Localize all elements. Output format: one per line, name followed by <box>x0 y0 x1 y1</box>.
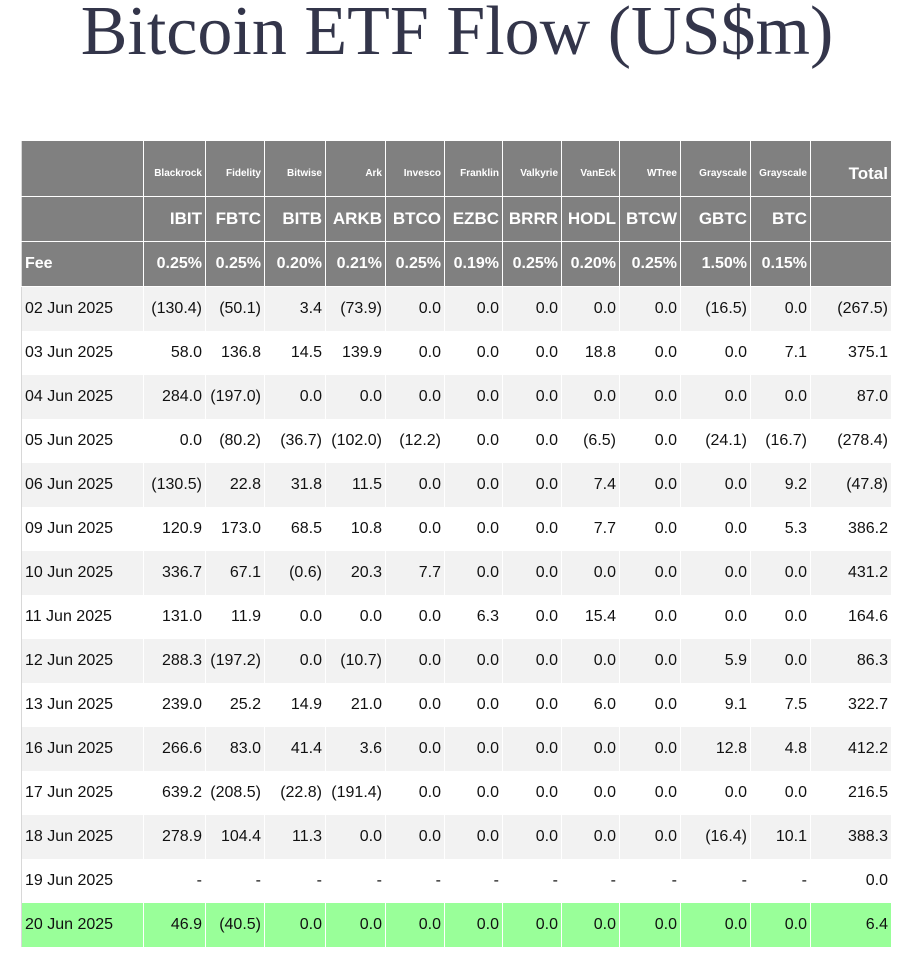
flow-cell: - <box>620 859 681 903</box>
flow-cell: 0.0 <box>326 595 386 639</box>
flow-cell: 68.5 <box>265 507 326 551</box>
table-row <box>22 595 892 639</box>
ticker-header-cell: BTCO <box>386 197 445 242</box>
total-cell: 412.2 <box>811 727 892 771</box>
flow-cell: (50.1) <box>206 287 265 332</box>
flow-cell: (208.5) <box>206 771 265 815</box>
flow-cell: 0.0 <box>386 639 445 683</box>
flow-cell: 0.0 <box>386 287 445 332</box>
provider-header-cell: Fidelity <box>206 141 265 197</box>
flow-cell: 15.4 <box>562 595 620 639</box>
total-cell: 431.2 <box>811 551 892 595</box>
flow-cell: 0.0 <box>386 375 445 419</box>
flow-cell: 20.3 <box>326 551 386 595</box>
flow-cell: 639.2 <box>144 771 206 815</box>
date-cell: 16 Jun 2025 <box>22 727 144 771</box>
flow-cell: 0.0 <box>386 595 445 639</box>
total-cell: 6.4 <box>811 903 892 947</box>
flow-cell: 0.0 <box>681 903 751 947</box>
date-cell: 02 Jun 2025 <box>22 287 144 332</box>
flow-cell: 0.0 <box>445 771 503 815</box>
flow-cell: 0.0 <box>445 551 503 595</box>
date-cell: 10 Jun 2025 <box>22 551 144 595</box>
fee-header-row <box>22 242 892 287</box>
flow-cell: (16.7) <box>751 419 811 463</box>
flow-cell: 266.6 <box>144 727 206 771</box>
flow-cell: - <box>751 859 811 903</box>
flow-cell: 0.0 <box>386 683 445 727</box>
flow-cell: 7.5 <box>751 683 811 727</box>
flow-cell: 0.0 <box>620 551 681 595</box>
flow-cell: 3.6 <box>326 727 386 771</box>
flow-cell: 0.0 <box>503 815 562 859</box>
flow-cell: - <box>326 859 386 903</box>
date-cell: 04 Jun 2025 <box>22 375 144 419</box>
fee-header-cell: 0.25% <box>386 242 445 287</box>
flow-cell: 278.9 <box>144 815 206 859</box>
flow-cell: 0.0 <box>681 551 751 595</box>
flow-cell: 0.0 <box>326 903 386 947</box>
table-row <box>22 815 892 859</box>
flow-cell: 0.0 <box>562 551 620 595</box>
flow-cell: 0.0 <box>620 595 681 639</box>
flow-cell: 0.0 <box>751 595 811 639</box>
flow-cell: (197.2) <box>206 639 265 683</box>
flow-cell: 0.0 <box>445 727 503 771</box>
flow-cell: 0.0 <box>562 727 620 771</box>
flow-cell: 0.0 <box>751 639 811 683</box>
provider-header-cell: Total <box>811 141 892 197</box>
flow-cell: - <box>265 859 326 903</box>
total-cell: 216.5 <box>811 771 892 815</box>
flow-cell: 83.0 <box>206 727 265 771</box>
ticker-header-cell: GBTC <box>681 197 751 242</box>
total-cell: 87.0 <box>811 375 892 419</box>
ticker-header-cell: IBIT <box>144 197 206 242</box>
flow-cell: 14.9 <box>265 683 326 727</box>
flow-cell: 0.0 <box>562 771 620 815</box>
flow-cell: (191.4) <box>326 771 386 815</box>
flow-cell: 0.0 <box>620 771 681 815</box>
table-row <box>22 639 892 683</box>
flow-cell: 0.0 <box>681 375 751 419</box>
fee-header-cell: 0.25% <box>503 242 562 287</box>
table-row <box>22 419 892 463</box>
flow-cell: 0.0 <box>445 683 503 727</box>
fee-header-cell: Fee <box>22 242 144 287</box>
flow-cell: 0.0 <box>265 903 326 947</box>
flow-cell: (10.7) <box>326 639 386 683</box>
flow-cell: 0.0 <box>386 463 445 507</box>
table-row <box>22 551 892 595</box>
date-cell: 03 Jun 2025 <box>22 331 144 375</box>
flow-cell: (80.2) <box>206 419 265 463</box>
fee-header-cell: 0.25% <box>144 242 206 287</box>
date-cell: 12 Jun 2025 <box>22 639 144 683</box>
flow-cell: (12.2) <box>386 419 445 463</box>
date-cell: 05 Jun 2025 <box>22 419 144 463</box>
ticker-header-cell: EZBC <box>445 197 503 242</box>
flow-cell: 0.0 <box>503 331 562 375</box>
date-cell: 18 Jun 2025 <box>22 815 144 859</box>
flow-cell: - <box>144 859 206 903</box>
flow-cell: 0.0 <box>562 903 620 947</box>
ticker-header-cell: BTC <box>751 197 811 242</box>
flow-cell: 0.0 <box>620 903 681 947</box>
flow-cell: 0.0 <box>681 507 751 551</box>
flow-cell: 0.0 <box>386 815 445 859</box>
total-cell: 322.7 <box>811 683 892 727</box>
table-row <box>22 727 892 771</box>
flow-cell: 10.1 <box>751 815 811 859</box>
flow-cell: 0.0 <box>445 375 503 419</box>
flow-cell: 0.0 <box>681 771 751 815</box>
flow-cell: - <box>681 859 751 903</box>
flow-cell: 12.8 <box>681 727 751 771</box>
flow-cell: 120.9 <box>144 507 206 551</box>
flow-cell: 0.0 <box>386 903 445 947</box>
flow-cell: 0.0 <box>144 419 206 463</box>
flow-table-body <box>22 287 892 948</box>
flow-cell: 0.0 <box>503 639 562 683</box>
flow-cell: 6.3 <box>445 595 503 639</box>
flow-cell: 0.0 <box>503 683 562 727</box>
flow-cell: 0.0 <box>326 815 386 859</box>
fee-header-cell: 1.50% <box>681 242 751 287</box>
date-cell: 19 Jun 2025 <box>22 859 144 903</box>
fee-header-cell: 0.25% <box>206 242 265 287</box>
total-cell: 375.1 <box>811 331 892 375</box>
flow-cell: 0.0 <box>503 287 562 332</box>
flow-cell: 0.0 <box>265 595 326 639</box>
flow-cell: 0.0 <box>503 903 562 947</box>
flow-cell: 7.7 <box>562 507 620 551</box>
flow-cell: 0.0 <box>503 727 562 771</box>
flow-cell: (22.8) <box>265 771 326 815</box>
flow-cell: 0.0 <box>503 375 562 419</box>
flow-cell: 9.1 <box>681 683 751 727</box>
flow-cell: 6.0 <box>562 683 620 727</box>
flow-cell: 0.0 <box>445 463 503 507</box>
total-cell: (267.5) <box>811 287 892 332</box>
total-cell: 388.3 <box>811 815 892 859</box>
flow-cell: 0.0 <box>751 903 811 947</box>
flow-cell: 14.5 <box>265 331 326 375</box>
flow-cell: 0.0 <box>681 331 751 375</box>
flow-cell: 0.0 <box>445 639 503 683</box>
provider-header-cell: Grayscale <box>751 141 811 197</box>
page-title: Bitcoin ETF Flow (US$m) <box>80 0 834 70</box>
flow-cell: 0.0 <box>620 507 681 551</box>
flow-cell: (16.5) <box>681 287 751 332</box>
flow-cell: 0.0 <box>751 375 811 419</box>
flow-cell: 173.0 <box>206 507 265 551</box>
flow-cell: 0.0 <box>386 727 445 771</box>
flow-cell: 0.0 <box>503 551 562 595</box>
date-cell: 13 Jun 2025 <box>22 683 144 727</box>
flow-cell: 10.8 <box>326 507 386 551</box>
flow-cell: 25.2 <box>206 683 265 727</box>
table-row <box>22 771 892 815</box>
total-cell: 86.3 <box>811 639 892 683</box>
flow-cell: 11.9 <box>206 595 265 639</box>
ticker-header-cell: FBTC <box>206 197 265 242</box>
flow-cell: - <box>206 859 265 903</box>
flow-cell: 0.0 <box>386 507 445 551</box>
flow-cell: 0.0 <box>445 815 503 859</box>
flow-cell: 0.0 <box>386 771 445 815</box>
flow-cell: 0.0 <box>445 419 503 463</box>
provider-header-cell: Blackrock <box>144 141 206 197</box>
flow-cell: (102.0) <box>326 419 386 463</box>
flow-cell: (197.0) <box>206 375 265 419</box>
ticker-header-cell: BRRR <box>503 197 562 242</box>
flow-cell: 131.0 <box>144 595 206 639</box>
ticker-header-row <box>22 197 892 242</box>
flow-cell: 0.0 <box>681 595 751 639</box>
flow-cell: 104.4 <box>206 815 265 859</box>
flow-cell: 0.0 <box>620 727 681 771</box>
total-cell: 386.2 <box>811 507 892 551</box>
flow-cell: 5.3 <box>751 507 811 551</box>
date-cell: 06 Jun 2025 <box>22 463 144 507</box>
provider-header-cell: Invesco <box>386 141 445 197</box>
flow-cell: 0.0 <box>751 551 811 595</box>
flow-cell: 284.0 <box>144 375 206 419</box>
flow-cell: - <box>386 859 445 903</box>
flow-cell: (0.6) <box>265 551 326 595</box>
flow-cell: 7.7 <box>386 551 445 595</box>
flow-cell: 7.1 <box>751 331 811 375</box>
ticker-header-cell: BITB <box>265 197 326 242</box>
flow-cell: 0.0 <box>265 639 326 683</box>
table-row <box>22 903 892 947</box>
flow-cell: 0.0 <box>562 815 620 859</box>
flow-cell: 18.8 <box>562 331 620 375</box>
flow-cell: (130.5) <box>144 463 206 507</box>
flow-cell: (130.4) <box>144 287 206 332</box>
flow-cell: 0.0 <box>445 903 503 947</box>
table-row <box>22 331 892 375</box>
flow-cell: 0.0 <box>445 287 503 332</box>
flow-cell: 0.0 <box>751 771 811 815</box>
total-cell: (47.8) <box>811 463 892 507</box>
provider-header-cell <box>22 141 144 197</box>
etf-flow-table <box>21 140 892 947</box>
table-row <box>22 507 892 551</box>
flow-cell: 31.8 <box>265 463 326 507</box>
flow-cell: 67.1 <box>206 551 265 595</box>
flow-cell: 239.0 <box>144 683 206 727</box>
flow-cell: 0.0 <box>445 331 503 375</box>
flow-cell: 58.0 <box>144 331 206 375</box>
provider-header-cell: VanEck <box>562 141 620 197</box>
flow-cell: 46.9 <box>144 903 206 947</box>
table-row <box>22 683 892 727</box>
flow-cell: 3.4 <box>265 287 326 332</box>
date-cell: 11 Jun 2025 <box>22 595 144 639</box>
fee-header-cell: 0.21% <box>326 242 386 287</box>
flow-cell: 0.0 <box>445 507 503 551</box>
provider-header-row <box>22 141 892 197</box>
provider-header-cell: WTree <box>620 141 681 197</box>
flow-cell: 0.0 <box>503 463 562 507</box>
flow-cell: 0.0 <box>620 639 681 683</box>
flow-cell: 0.0 <box>562 639 620 683</box>
date-cell: 20 Jun 2025 <box>22 903 144 947</box>
flow-cell: 0.0 <box>620 463 681 507</box>
flow-cell: 0.0 <box>620 331 681 375</box>
ticker-header-cell: BTCW <box>620 197 681 242</box>
flow-cell: (40.5) <box>206 903 265 947</box>
flow-cell: 0.0 <box>751 287 811 332</box>
flow-cell: (16.4) <box>681 815 751 859</box>
provider-header-cell: Franklin <box>445 141 503 197</box>
flow-cell: 0.0 <box>326 375 386 419</box>
flow-cell: (24.1) <box>681 419 751 463</box>
flow-cell: (36.7) <box>265 419 326 463</box>
flow-cell: 0.0 <box>620 815 681 859</box>
flow-cell: 336.7 <box>144 551 206 595</box>
fee-header-cell <box>811 242 892 287</box>
flow-cell: 0.0 <box>503 507 562 551</box>
table-row <box>22 463 892 507</box>
fee-header-cell: 0.25% <box>620 242 681 287</box>
provider-header-cell: Ark <box>326 141 386 197</box>
table-row <box>22 287 892 332</box>
flow-cell: 0.0 <box>503 419 562 463</box>
fee-header-cell: 0.19% <box>445 242 503 287</box>
provider-header-cell: Grayscale <box>681 141 751 197</box>
total-cell: 0.0 <box>811 859 892 903</box>
date-cell: 17 Jun 2025 <box>22 771 144 815</box>
ticker-header-cell <box>811 197 892 242</box>
provider-header-cell: Bitwise <box>265 141 326 197</box>
flow-cell: 0.0 <box>386 331 445 375</box>
fee-header-cell: 0.20% <box>562 242 620 287</box>
flow-cell: 0.0 <box>681 463 751 507</box>
flow-cell: 0.0 <box>620 375 681 419</box>
flow-cell: (6.5) <box>562 419 620 463</box>
table-row <box>22 859 892 903</box>
flow-cell: 0.0 <box>562 375 620 419</box>
flow-cell: 7.4 <box>562 463 620 507</box>
flow-cell: 0.0 <box>620 419 681 463</box>
table-row <box>22 375 892 419</box>
total-cell: (278.4) <box>811 419 892 463</box>
flow-cell: 0.0 <box>503 771 562 815</box>
flow-cell: (73.9) <box>326 287 386 332</box>
flow-cell: 21.0 <box>326 683 386 727</box>
flow-cell: 139.9 <box>326 331 386 375</box>
flow-cell: 5.9 <box>681 639 751 683</box>
ticker-header-cell <box>22 197 144 242</box>
flow-cell: 11.3 <box>265 815 326 859</box>
flow-cell: 0.0 <box>265 375 326 419</box>
flow-cell: 22.8 <box>206 463 265 507</box>
ticker-header-cell: ARKB <box>326 197 386 242</box>
flow-cell: - <box>503 859 562 903</box>
flow-cell: 0.0 <box>620 683 681 727</box>
flow-cell: 11.5 <box>326 463 386 507</box>
flow-cell: 0.0 <box>562 287 620 332</box>
flow-cell: - <box>445 859 503 903</box>
fee-header-cell: 0.20% <box>265 242 326 287</box>
flow-cell: 9.2 <box>751 463 811 507</box>
flow-cell: 41.4 <box>265 727 326 771</box>
provider-header-cell: Valkyrie <box>503 141 562 197</box>
flow-cell: 136.8 <box>206 331 265 375</box>
ticker-header-cell: HODL <box>562 197 620 242</box>
flow-cell: 4.8 <box>751 727 811 771</box>
date-cell: 09 Jun 2025 <box>22 507 144 551</box>
fee-header-cell: 0.15% <box>751 242 811 287</box>
flow-cell: 288.3 <box>144 639 206 683</box>
total-cell: 164.6 <box>811 595 892 639</box>
flow-cell: - <box>562 859 620 903</box>
flow-cell: 0.0 <box>503 595 562 639</box>
flow-cell: 0.0 <box>620 287 681 332</box>
